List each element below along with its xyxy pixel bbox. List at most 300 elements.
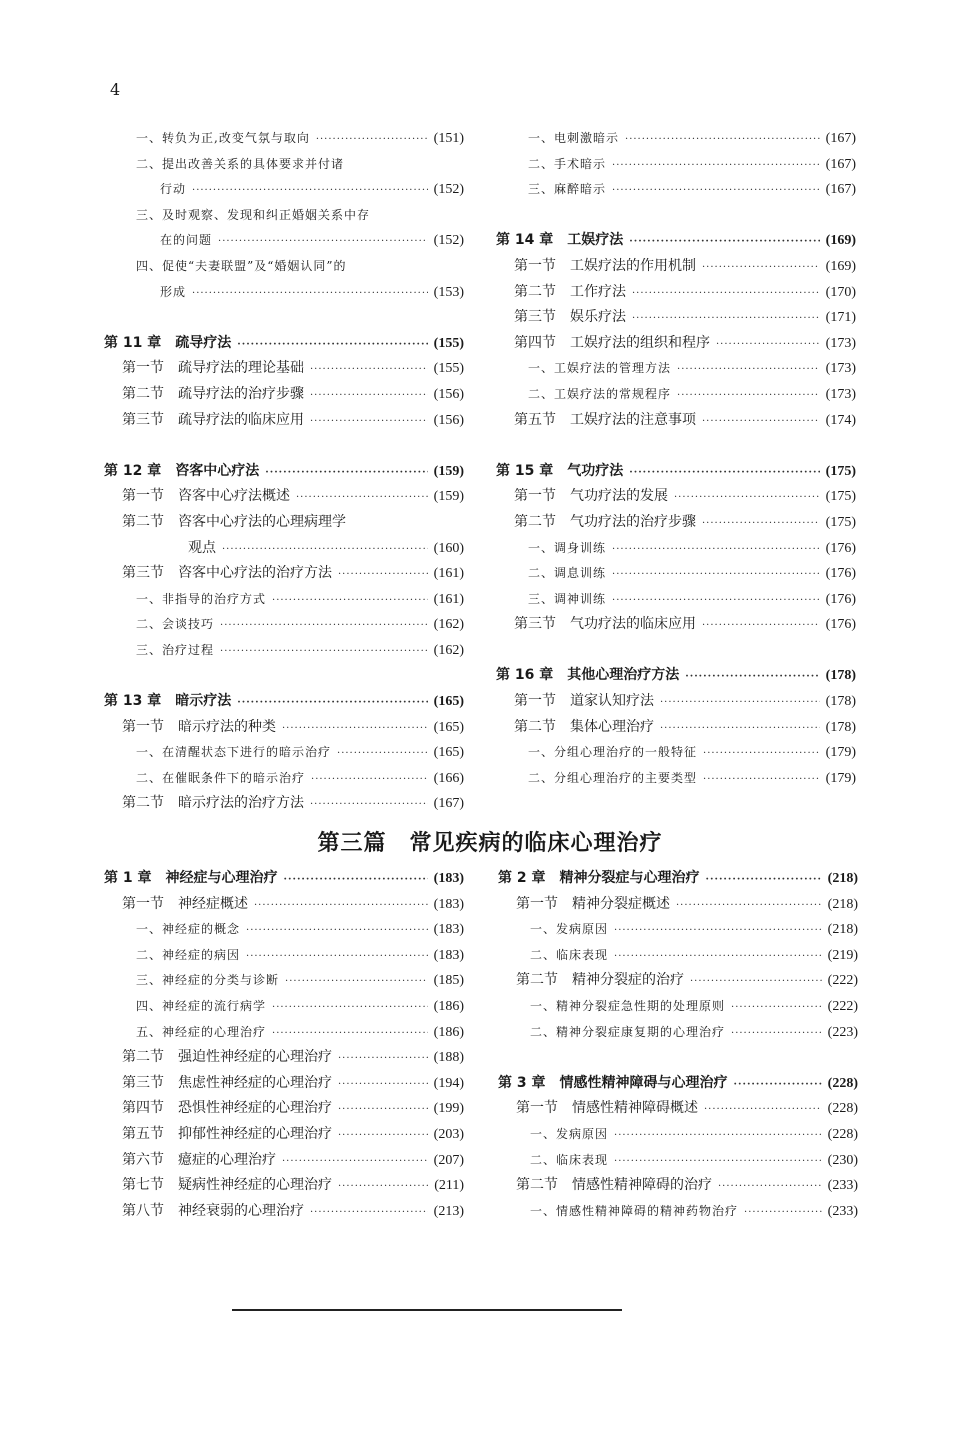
toc-entry-section [496,715,856,741]
toc-leader-dots [338,1174,428,1200]
toc-leader-dots [237,332,427,358]
toc-entry-title: 二、调息训练 [528,566,607,581]
toc-entry-section [104,1199,464,1225]
toc-entry-title: 二、在催眠条件下的暗示治疗 [136,770,306,785]
toc-entry-item [498,1148,858,1174]
toc-entry-section [104,561,464,587]
toc-page-ref: (162) [433,617,464,633]
toc-leader-dots [677,357,820,383]
toc-leader-dots [310,792,428,818]
toc-entry-section [104,382,464,408]
toc-page-ref: (152) [433,233,464,249]
toc-entry-title: 第三节 焦虑性神经症的心理治疗 [122,1074,332,1091]
toc-entry-title: 形成 [160,284,187,299]
toc-entry-title: 第四节 工娱疗法的组织和程序 [514,334,710,351]
toc-page-ref: (186) [433,1024,464,1040]
toc-entry-title: 第二节 咨客中心疗法的心理病理学 [122,513,346,530]
toc-entry-title: 第四节 恐惧性神经症的心理治疗 [122,1100,332,1117]
toc-leader-dots [660,690,820,716]
toc-page-ref: (175) [825,514,856,530]
toc-entry-item [496,152,856,178]
toc-entry-title: 一、转负为正,改变气氛与取向 [136,131,310,145]
toc-entry-section [104,356,464,382]
toc-entry-title: 一、发病原因 [530,922,609,937]
toc-spacer [104,663,464,689]
toc-entry-cont-sec [104,536,464,562]
toc-leader-dots [246,944,428,970]
toc-leader-dots [625,127,820,153]
toc-leader-dots [282,1149,428,1175]
toc-entry-section [496,280,856,306]
toc-column-left-top [104,126,464,817]
toc-column-left-bottom [104,866,464,1224]
toc-leader-dots [338,562,428,588]
toc-entry-item [496,356,856,382]
toc-entry-title: 第 16 章 其他心理治疗方法 [496,667,680,684]
toc-entry-item [496,536,856,562]
toc-entry-title: 二、工娱疗法的常规程序 [528,386,672,401]
toc-entry-title: 第一节 暗示疗法的种类 [122,718,276,735]
toc-leader-dots [285,969,428,995]
toc-entry-title: 第 2 章 精神分裂症与心理治疗 [498,870,700,886]
toc-entry-title: 二、神经症的病因 [136,947,241,962]
toc-entry-item [498,1122,858,1148]
toc-entry-title: 第三节 疏导疗法的临床应用 [122,411,304,428]
toc-page-ref: (173) [825,335,856,351]
toc-entry-cont [104,228,464,254]
toc-entry-section [104,484,464,510]
toc-entry-title: 第二节 气功疗法的治疗步骤 [514,513,696,530]
toc-entry-item [104,587,464,613]
toc-entry-item [496,740,856,766]
toc-entry-title: 在的问题 [160,233,213,248]
toc-entry-title: 第五节 抑郁性神经症的心理治疗 [122,1125,332,1142]
toc-entry-item [498,1020,858,1046]
toc-page-ref: (153) [433,284,464,300]
toc-entry-section [496,612,856,638]
toc-entry-section [104,510,464,536]
toc-leader-dots [338,1046,428,1072]
toc-entry-title: 第二节 情感性精神障碍的治疗 [516,1177,712,1194]
toc-page-ref: (156) [433,412,464,428]
toc-page-ref: (218) [827,871,858,886]
toc-leader-dots [716,332,820,358]
toc-page-ref: (183) [433,871,464,886]
toc-entry-item [498,994,858,1020]
toc-page-ref: (185) [433,973,464,989]
toc-leader-dots [614,944,822,970]
toc-page-ref: (167) [825,131,856,146]
toc-entry-title: 一、调身训练 [528,540,607,555]
toc-page-ref: (173) [825,386,856,402]
toc-entry-section [104,408,464,434]
toc-leader-dots [310,409,428,435]
toc-leader-dots [246,918,428,944]
toc-entry-chapter [104,866,464,892]
toc-entry-title: 第二节 疏导疗法的治疗步骤 [122,385,304,402]
toc-leader-dots [734,1072,822,1098]
toc-leader-dots [237,690,427,716]
toc-leader-dots [296,485,428,511]
toc-leader-dots [614,1123,822,1149]
toc-entry-section [498,968,858,994]
toc-entry-title: 第二节 集体心理治疗 [514,718,654,735]
toc-entry-title: 第一节 情感性精神障碍概述 [516,1100,698,1117]
toc-page-ref: (178) [825,668,856,684]
toc-entry-title: 第二节 暗示疗法的治疗方法 [122,795,304,812]
toc-leader-dots [704,1097,822,1123]
toc-leader-dots [677,383,820,409]
toc-entry-item [496,382,856,408]
toc-page-ref: (176) [825,591,856,607]
toc-leader-dots [614,1149,822,1175]
toc-leader-dots [702,255,820,281]
toc-entry-title: 观点 [188,539,216,556]
toc-entry-item [496,766,856,792]
toc-entry-title: 第一节 咨客中心疗法概述 [122,488,290,505]
toc-page-ref: (165) [433,719,464,735]
toc-page-ref: (179) [825,745,856,761]
toc-entry-item [496,561,856,587]
toc-entry-title: 第 15 章 气功疗法 [496,462,624,479]
toc-page-ref: (211) [434,1178,464,1194]
page-number: 4 [110,80,121,99]
toc-page-ref: (222) [827,973,858,989]
toc-page-ref: (169) [825,233,856,249]
toc-leader-dots [702,409,820,435]
toc-leader-dots [744,1200,822,1226]
toc-leader-dots [222,537,428,563]
toc-page-ref: (233) [827,1178,858,1194]
toc-leader-dots [702,511,820,537]
toc-entry-section [496,305,856,331]
toc-entry-title: 第三节 气功疗法的临床应用 [514,616,696,633]
toc-leader-dots [311,767,428,793]
toc-entry-title: 三、神经症的分类与诊断 [136,973,280,988]
toc-entry-section [104,892,464,918]
toc-entry-title: 三、及时观察、发现和纠正婚姻关系中存 [136,207,371,222]
toc-entry-title: 第一节 神经症概述 [122,895,248,912]
toc-entry-title: 第一节 道家认知疗法 [514,693,654,710]
toc-leader-dots [676,893,822,919]
toc-leader-dots [702,613,820,639]
toc-entry-item [104,740,464,766]
toc-entry-title: 第一节 工娱疗法的作用机制 [514,257,696,274]
toc-entry-section [104,1148,464,1174]
toc-entry-title: 三、麻醉暗示 [528,182,607,197]
toc-leader-dots [632,281,820,307]
toc-spacer [496,203,856,229]
toc-entry-chapter [104,331,464,357]
toc-entry-item [104,994,464,1020]
toc-entry-title: 一、电刺激暗示 [528,131,620,145]
toc-leader-dots [685,664,819,690]
toc-column-right-top [496,126,856,791]
toc-page-ref: (188) [433,1050,464,1066]
toc-entry-section [498,1173,858,1199]
toc-leader-dots [282,716,428,742]
toc-entry-title: 第三节 娱乐疗法 [514,309,626,326]
toc-page-ref: (173) [825,361,856,377]
toc-entry-title: 第三节 咨客中心疗法的治疗方法 [122,565,332,582]
toc-entry-item [104,612,464,638]
toc-page-ref: (160) [433,540,464,556]
toc-leader-dots [706,867,822,893]
toc-leader-dots [718,1174,822,1200]
toc-entry-title: 第二节 精神分裂症的治疗 [516,972,684,989]
toc-page-ref: (175) [825,463,856,479]
toc-entry-title: 三、治疗过程 [136,642,215,657]
toc-leader-dots [310,383,428,409]
toc-entry-cont [104,177,464,203]
toc-spacer [496,433,856,459]
toc-entry-title: 一、发病原因 [530,1126,609,1141]
toc-entry-item [496,126,856,152]
toc-entry-title: 第二节 工作疗法 [514,283,626,300]
toc-entry-section [496,408,856,434]
toc-page-ref: (167) [825,156,856,172]
toc-page-ref: (178) [825,719,856,735]
toc-entry-item [498,917,858,943]
toc-leader-dots [310,357,428,383]
toc-entry-title: 二、分组心理治疗的主要类型 [528,770,698,785]
toc-entry-item [498,943,858,969]
toc-leader-dots [703,741,820,767]
toc-page-ref: (218) [827,922,858,938]
toc-spacer [498,1045,858,1071]
toc-leader-dots [660,716,820,742]
toc-entry-title: 第五节 工娱疗法的注意事项 [514,411,696,428]
toc-leader-dots [614,918,822,944]
toc-entry-title: 行动 [160,182,187,197]
toc-entry-title: 二、精神分裂症康复期的心理治疗 [530,1024,726,1039]
toc-leader-dots [731,1021,822,1047]
toc-page-ref: (165) [433,745,464,761]
toc-page-ref: (207) [433,1152,464,1168]
toc-page-ref: (230) [827,1152,858,1168]
toc-leader-dots [192,281,428,307]
toc-entry-chapter [104,689,464,715]
toc-entry-item [104,126,464,152]
toc-page-ref: (228) [827,1075,858,1091]
toc-leader-dots [731,995,822,1021]
toc-entry-item [496,587,856,613]
toc-entry-title: 二、提出改善关系的具体要求并付诸 [136,156,345,171]
toc-entry-section [496,689,856,715]
toc-entry-title: 第六节 癔症的心理治疗 [122,1151,276,1168]
toc-page-ref: (176) [825,617,856,633]
toc-page-ref: (178) [825,694,856,710]
toc-leader-dots [703,767,820,793]
toc-leader-dots [254,893,428,919]
toc-page-ref: (155) [433,361,464,377]
toc-page-ref: (223) [827,1024,858,1040]
toc-page-ref: (222) [827,998,858,1014]
toc-leader-dots [612,562,820,588]
toc-entry-title: 四、促使“夫妻联盟”及“婚姻认同”的 [136,258,347,273]
toc-entry-section [104,791,464,817]
toc-page-ref: (174) [825,412,856,428]
toc-page-ref: (169) [825,258,856,274]
toc-page-ref: (161) [433,591,464,607]
toc-page-ref: (228) [827,1101,858,1117]
toc-entry-title: 第七节 疑病性神经症的心理治疗 [122,1177,332,1194]
toc-entry-title: 五、神经症的心理治疗 [136,1024,267,1039]
toc-entry-chapter [498,1071,858,1097]
toc-entry-item [498,1199,858,1225]
toc-leader-dots [220,613,428,639]
toc-entry-item [104,638,464,664]
toc-entry-section [104,715,464,741]
toc-page-ref: (194) [433,1075,464,1091]
toc-page-ref: (233) [827,1203,858,1219]
toc-entry-title: 三、调神训练 [528,591,607,606]
toc-entry-item [496,177,856,203]
toc-entry-title: 一、分组心理治疗的一般特征 [528,745,698,760]
toc-entry-title: 二、临床表现 [530,1152,609,1167]
toc-leader-dots [612,588,820,614]
toc-entry-title: 第一节 精神分裂症概述 [516,895,670,912]
toc-page-ref: (152) [433,182,464,198]
toc-leader-dots [338,1072,428,1098]
bottom-rule [232,1309,622,1311]
toc-entry-title: 一、精神分裂症急性期的处理原则 [530,998,726,1013]
toc-leader-dots [316,127,428,153]
toc-entry-item [104,943,464,969]
toc-entry-section [104,1173,464,1199]
toc-leader-dots [674,485,820,511]
toc-page-ref: (166) [433,770,464,786]
toc-entry-section [496,484,856,510]
toc-page-ref: (155) [433,335,464,351]
toc-leader-dots [629,229,819,255]
toc-leader-dots [612,537,820,563]
toc-entry-item [104,203,464,229]
toc-entry-title: 二、手术暗示 [528,156,607,171]
toc-entry-section [498,1096,858,1122]
toc-leader-dots [272,995,428,1021]
toc-leader-dots [612,178,820,204]
toc-entry-cont [104,280,464,306]
toc-spacer [104,305,464,331]
toc-page-ref: (218) [827,896,858,912]
toc-entry-title: 一、非指导的治疗方式 [136,591,267,606]
toc-page-ref: (183) [433,896,464,912]
toc-leader-dots [220,639,428,665]
toc-entry-section [498,892,858,918]
toc-leader-dots [629,460,819,486]
toc-entry-title: 四、神经症的流行病学 [136,998,267,1013]
toc-entry-title: 第 14 章 工娱疗法 [496,232,624,249]
toc-page-ref: (183) [433,947,464,963]
toc-entry-title: 第一节 疏导疗法的理论基础 [122,360,304,377]
toc-spacer [104,433,464,459]
toc-page-ref: (161) [433,566,464,582]
toc-page-ref: (156) [433,386,464,402]
toc-entry-title: 二、临床表现 [530,947,609,962]
toc-entry-section [496,331,856,357]
toc-page-ref: (159) [433,463,464,479]
toc-entry-title: 第二节 强迫性神经症的心理治疗 [122,1049,332,1066]
toc-page-ref: (171) [825,310,856,326]
toc-entry-chapter [496,663,856,689]
toc-entry-title: 一、情感性精神障碍的精神药物治疗 [530,1203,739,1218]
toc-leader-dots [310,1200,428,1226]
toc-entry-title: 第 11 章 疏导疗法 [104,334,232,351]
toc-entry-item [104,766,464,792]
toc-entry-title: 第八节 神经衰弱的心理治疗 [122,1202,304,1219]
toc-leader-dots [218,229,428,255]
toc-leader-dots [612,153,820,179]
toc-page-ref: (170) [825,284,856,300]
toc-entry-chapter [496,228,856,254]
toc-page-ref: (167) [433,796,464,812]
toc-page-ref: (213) [433,1203,464,1219]
toc-page-ref: (162) [433,642,464,658]
toc-page-ref: (199) [433,1101,464,1117]
toc-entry-title: 第 13 章 暗示疗法 [104,693,232,710]
toc-page-ref: (203) [433,1126,464,1142]
toc-leader-dots [337,741,428,767]
toc-page-ref: (228) [827,1126,858,1142]
toc-entry-item [104,1020,464,1046]
toc-leader-dots [272,588,428,614]
toc-page-ref: (175) [825,489,856,505]
part-title: 第三篇 常见疾病的临床心理治疗 [317,831,663,856]
toc-page-ref: (179) [825,770,856,786]
toc-entry-section [496,510,856,536]
toc-leader-dots [192,178,428,204]
toc-leader-dots [272,1021,428,1047]
toc-page-ref: (165) [433,694,464,710]
toc-page-ref: (186) [433,998,464,1014]
toc-entry-title: 一、神经症的概念 [136,922,241,937]
toc-page-ref: (167) [825,182,856,198]
toc-entry-section [104,1096,464,1122]
toc-entry-title: 第 1 章 神经症与心理治疗 [104,870,278,886]
toc-entry-title: 一、在清醒状态下进行的暗示治疗 [136,745,332,760]
toc-entry-section [104,1071,464,1097]
toc-leader-dots [690,969,822,995]
toc-entry-title: 一、工娱疗法的管理方法 [528,361,672,376]
toc-leader-dots [632,306,820,332]
toc-leader-dots [284,867,428,893]
toc-entry-item [104,254,464,280]
toc-entry-title: 第一节 气功疗法的发展 [514,488,668,505]
toc-entry-title: 第 3 章 情感性精神障碍与心理治疗 [498,1074,728,1091]
toc-entry-section [496,254,856,280]
toc-page-ref: (159) [433,489,464,505]
toc-entry-title: 第 12 章 咨客中心疗法 [104,462,260,479]
toc-page-ref: (219) [827,947,858,963]
toc-column-right-bottom [498,866,858,1224]
toc-page-ref: (183) [433,922,464,938]
toc-entry-title: 二、会谈技巧 [136,617,215,632]
toc-entry-item [104,968,464,994]
toc-spacer [496,638,856,664]
toc-leader-dots [265,460,427,486]
toc-leader-dots [338,1097,428,1123]
toc-entry-item [104,152,464,178]
toc-page-ref: (176) [825,540,856,556]
toc-entry-chapter [496,459,856,485]
toc-entry-section [104,1122,464,1148]
toc-page-ref: (176) [825,566,856,582]
toc-entry-section [104,1045,464,1071]
toc-entry-item [104,917,464,943]
toc-entry-chapter [104,459,464,485]
toc-page-ref: (151) [433,131,464,146]
